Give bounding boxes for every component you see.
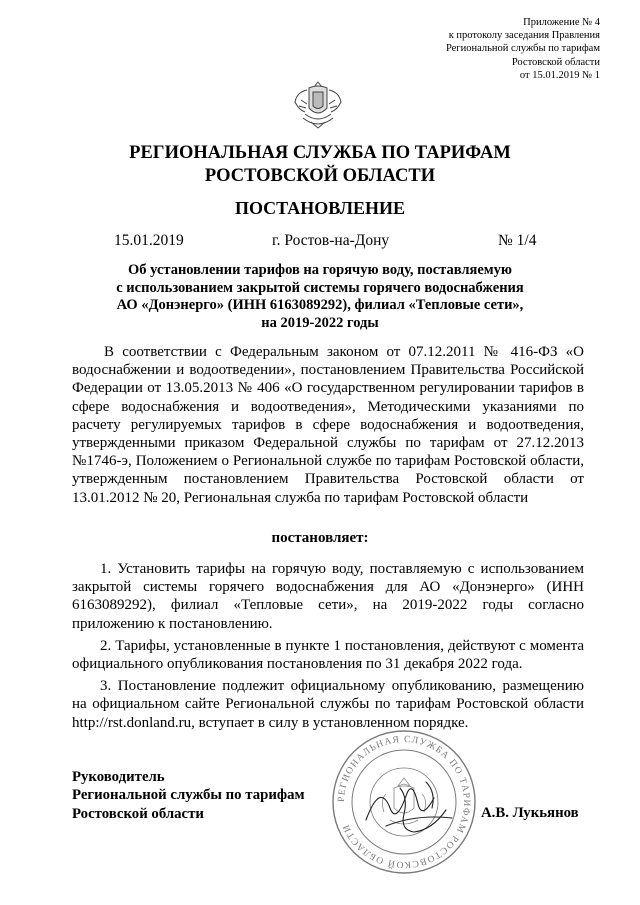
subject-line: Об установлении тарифов на горячую воду, поставляемую [128,262,512,278]
signatory-name: А.В. Лукьянов [481,805,579,821]
decree-city: г. Ростов-на-Дону [272,232,390,249]
decree-heading: ПОСТАНОВЛЕНИЕ [234,198,406,218]
appendix-line: Ростовской области [511,56,600,68]
seal-text: РЕГИОНАЛЬНАЯ СЛУЖБА ПО ТАРИФАМ РОСТОВСКОЙ ОБЛАСТИ [336,734,472,870]
title-line: РОСТОВСКОЙ ОБЛАСТИ [204,166,436,186]
decree-item: 2. Тарифы, установленные в пункте 1 постановления, действуют с момента официального опубликования постановления по 31 декабря 2022 года. [72,637,584,673]
subject-line: АО «Донэнерго» (ИНН 6163089292), филиал «Тепловые сети», [116,297,524,314]
resolves-heading: постановляет: [271,530,369,546]
appendix-line: от 15.01.2019 № 1 [519,69,600,81]
signatory-position [72,768,305,823]
decree-item: 1. Установить тарифы на горячую воду, поставляемую с использованием закрытой системы горячего водоснабжения для АО «Донэнерго» (ИНН 6163089292), филиал «Тепловые сети», на 2019-2022 годы согласно приложению к постановлению. [72,561,584,632]
position-line: Ростовской области [72,805,204,822]
title-line: РЕГИОНАЛЬНАЯ СЛУЖБА ПО ТАРИФАМ [129,143,511,163]
appendix-line: Приложение № 4 [523,17,600,28]
position-line: Региональной службы по тарифам [72,787,305,804]
position-line: Руководитель [72,769,165,785]
decree-item: 3. Постановление подлежит официальному опубликованию, размещению на официальном сайте Региональной службы по тарифам Ростовской области http://rst.donland.ru, вступает в силу в установленном порядке. [72,678,584,731]
decree-number: № 1/4 [498,232,537,249]
decree-subject [0,262,640,332]
decree-items [72,560,584,736]
appendix-line: к протоколу заседания Правления [448,30,600,42]
handwritten-signature-icon [356,768,466,840]
preamble-paragraph: В соответствии с Федеральным законом от 07.12.2011 № 416-ФЗ «О водоснабжении и водоотведении», постановлением Правительства Российской Федерации от 13.05.2013 № 406 «О государственном регулировании тарифов в сфере водоснабжения и водоотведения», Методическими указаниями по расчету регулируемых тарифов в сфере водоснабжения и водоотведения, утвержденными приказом Федеральной службы по тарифам от 27.12.2013 №1746-э, Положением о Региональной службе по тарифам Ростовской области, утвержденным постановлением Правительства Ростовской области от 13.01.2012 № 20, Региональная служба по тарифам Ростовской области [72,344,584,506]
decree-date: 15.01.2019 [114,232,184,249]
organization-title [0,142,640,188]
appendix-note [340,16,600,82]
coat-of-arms-icon [289,78,347,134]
subject-line: на 2019-2022 годы [261,314,379,331]
appendix-line: Региональной службы по тарифам [445,43,600,55]
subject-line: с использованием закрытой системы горячего водоснабжения [116,279,524,296]
